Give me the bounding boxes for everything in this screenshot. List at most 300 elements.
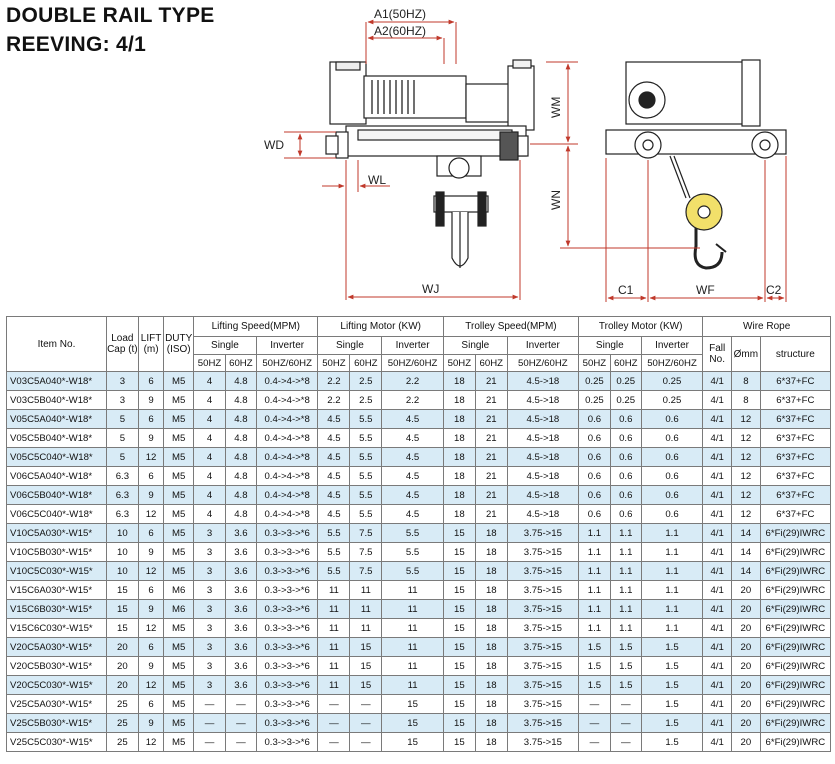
cell-lift-motor-60hz: 15 [350,638,382,657]
cell-trolley-motor-60hz: 1.5 [610,638,641,657]
cell-lift-speed-50hz: — [194,733,226,752]
cell-trolley-motor-60hz: 1.5 [610,676,641,695]
cell-fall-no: 4/1 [703,695,732,714]
header-item-no: Item No. [7,317,107,372]
cell-duty: M5 [164,733,194,752]
cell-duty: M5 [164,429,194,448]
cell-lift-motor-50hz: 2.2 [318,372,350,391]
cell-lift-speed-60hz: 3.6 [225,581,256,600]
cell-lift: 9 [138,429,164,448]
cell-lift-motor-inverter: 15 [382,695,444,714]
cell-duty: M5 [164,486,194,505]
cell-trolley-motor-50hz: — [578,733,610,752]
cell-lift-motor-60hz: 15 [350,676,382,695]
cell-trolley-speed-50hz: 15 [443,676,475,695]
header-50hz: 50HZ [318,355,350,372]
cell-rope-diameter: 14 [732,562,761,581]
header-diameter: Ømm [732,337,761,372]
cell-trolley-speed-60hz: 18 [475,600,507,619]
cell-trolley-speed-60hz: 21 [475,429,507,448]
header-single: Single [578,337,641,355]
cell-trolley-motor-60hz: 0.6 [610,467,641,486]
header-lifting-speed: Lifting Speed(MPM) [194,317,318,337]
cell-lift-motor-inverter: 11 [382,657,444,676]
cell-lift-motor-50hz: 11 [318,619,350,638]
header-lift: LIFT (m) [138,317,164,372]
header-structure: structure [760,337,830,372]
cell-lift-speed-50hz: 3 [194,657,226,676]
cell-rope-diameter: 8 [732,391,761,410]
cell-lift-speed-50hz: 3 [194,524,226,543]
cell-lift-speed-50hz: 4 [194,467,226,486]
cell-lift-speed-inverter: 0.4->4->*8 [256,486,318,505]
cell-lift: 6 [138,524,164,543]
cell-trolley-motor-60hz: — [610,714,641,733]
cell-lift-motor-60hz: 2.5 [350,391,382,410]
cell-duty: M5 [164,657,194,676]
header-50hz-60hz: 50HZ/60HZ [507,355,578,372]
cell-trolley-speed-inverter: 3.75->15 [507,524,578,543]
cell-load-cap: 25 [106,733,138,752]
cell-lift: 6 [138,695,164,714]
cell-lift-speed-inverter: 0.4->4->*8 [256,448,318,467]
cell-rope-diameter: 20 [732,657,761,676]
cell-lift-speed-inverter: 0.4->4->*8 [256,505,318,524]
cell-trolley-speed-60hz: 18 [475,581,507,600]
cell-lift-motor-50hz: — [318,714,350,733]
cell-lift: 9 [138,486,164,505]
cell-lift-motor-50hz: 5.5 [318,562,350,581]
cell-trolley-speed-50hz: 18 [443,467,475,486]
cell-lift-motor-inverter: 11 [382,619,444,638]
cell-lift-speed-60hz: — [225,695,256,714]
cell-lift-motor-50hz: 4.5 [318,410,350,429]
cell-duty: M5 [164,543,194,562]
cell-lift: 6 [138,467,164,486]
cell-lift: 6 [138,581,164,600]
header-inverter: Inverter [641,337,703,355]
cell-lift-speed-50hz: 3 [194,562,226,581]
cell-lift-motor-60hz: 7.5 [350,524,382,543]
cell-duty: M5 [164,505,194,524]
header-50hz: 50HZ [578,355,610,372]
cell-load-cap: 25 [106,714,138,733]
cell-rope-structure: 6*37+FC [760,505,830,524]
cell-lift-speed-50hz: — [194,695,226,714]
cell-duty: M5 [164,638,194,657]
cell-lift: 9 [138,391,164,410]
cell-trolley-speed-50hz: 18 [443,391,475,410]
cell-lift-motor-60hz: 5.5 [350,505,382,524]
cell-lift-speed-50hz: 3 [194,638,226,657]
table-row [7,714,831,733]
cell-trolley-speed-50hz: 15 [443,695,475,714]
cell-lift: 12 [138,676,164,695]
cell-lift-speed-inverter: 0.3->3->*6 [256,638,318,657]
header-60hz: 60HZ [475,355,507,372]
cell-lift-speed-inverter: 0.4->4->*8 [256,467,318,486]
table-row [7,486,831,505]
table-row [7,391,831,410]
cell-lift-motor-50hz: — [318,733,350,752]
cell-lift-speed-50hz: 4 [194,448,226,467]
cell-rope-diameter: 20 [732,714,761,733]
cell-load-cap: 10 [106,543,138,562]
cell-trolley-speed-inverter: 3.75->15 [507,619,578,638]
cell-lift-speed-60hz: — [225,733,256,752]
cell-duty: M5 [164,391,194,410]
cell-rope-diameter: 20 [732,581,761,600]
cell-duty: M5 [164,372,194,391]
cell-trolley-motor-inverter: 1.1 [641,581,703,600]
cell-lift-motor-60hz: — [350,714,382,733]
cell-trolley-motor-inverter: 0.25 [641,391,703,410]
cell-trolley-motor-50hz: 1.1 [578,581,610,600]
cell-rope-diameter: 12 [732,486,761,505]
cell-trolley-speed-60hz: 21 [475,505,507,524]
cell-trolley-motor-60hz: 0.25 [610,391,641,410]
cell-lift: 9 [138,714,164,733]
cell-item-no: V06C5A040*-W18* [7,467,107,486]
table-row [7,638,831,657]
cell-lift-speed-60hz: 3.6 [225,638,256,657]
cell-fall-no: 4/1 [703,733,732,752]
cell-duty: M5 [164,695,194,714]
cell-fall-no: 4/1 [703,448,732,467]
spec-table-body [7,372,831,752]
cell-lift-speed-inverter: 0.3->3->*6 [256,619,318,638]
cell-lift: 12 [138,733,164,752]
cell-load-cap: 15 [106,600,138,619]
header-single: Single [194,337,257,355]
cell-lift-speed-50hz: 3 [194,619,226,638]
cell-rope-diameter: 20 [732,676,761,695]
cell-trolley-speed-inverter: 4.5->18 [507,429,578,448]
cell-lift: 12 [138,562,164,581]
header-60hz: 60HZ [225,355,256,372]
cell-trolley-motor-inverter: 1.5 [641,714,703,733]
hoist-dimension-drawing [0,0,835,312]
cell-lift-speed-50hz: 3 [194,543,226,562]
cell-fall-no: 4/1 [703,600,732,619]
cell-rope-diameter: 20 [732,619,761,638]
cell-lift-speed-inverter: 0.3->3->*6 [256,714,318,733]
cell-trolley-motor-inverter: 1.5 [641,657,703,676]
cell-item-no: V06C5C040*-W18* [7,505,107,524]
dim-label-wl: WL [368,173,386,187]
cell-lift-speed-inverter: 0.3->3->*6 [256,600,318,619]
cell-trolley-speed-60hz: 21 [475,448,507,467]
cell-lift-motor-50hz: 5.5 [318,543,350,562]
cell-lift-motor-60hz: — [350,733,382,752]
cell-item-no: V15C6C030*-W15* [7,619,107,638]
cell-rope-structure: 6*Fi(29)IWRC [760,581,830,600]
cell-lift-motor-60hz: 2.5 [350,372,382,391]
cell-trolley-motor-60hz: 1.1 [610,581,641,600]
cell-trolley-motor-inverter: 0.6 [641,467,703,486]
header-trolley-speed: Trolley Speed(MPM) [443,317,578,337]
cell-trolley-speed-60hz: 18 [475,619,507,638]
cell-lift-motor-50hz: 4.5 [318,486,350,505]
cell-lift-motor-50hz: 4.5 [318,448,350,467]
cell-rope-structure: 6*Fi(29)IWRC [760,638,830,657]
cell-duty: M5 [164,448,194,467]
cell-lift: 9 [138,543,164,562]
cell-lift-motor-inverter: 15 [382,733,444,752]
cell-lift-speed-60hz: 4.8 [225,391,256,410]
cell-rope-structure: 6*Fi(29)IWRC [760,733,830,752]
cell-lift-speed-60hz: — [225,714,256,733]
cell-fall-no: 4/1 [703,410,732,429]
cell-rope-structure: 6*Fi(29)IWRC [760,695,830,714]
cell-rope-diameter: 20 [732,600,761,619]
cell-fall-no: 4/1 [703,505,732,524]
cell-trolley-speed-50hz: 18 [443,448,475,467]
cell-duty: M5 [164,410,194,429]
cell-trolley-motor-60hz: 0.6 [610,505,641,524]
cell-trolley-motor-60hz: 1.1 [610,600,641,619]
cell-lift-motor-50hz: — [318,695,350,714]
cell-duty: M5 [164,562,194,581]
cell-rope-structure: 6*37+FC [760,372,830,391]
cell-trolley-motor-50hz: 1.1 [578,543,610,562]
cell-rope-diameter: 12 [732,410,761,429]
cell-lift-speed-60hz: 3.6 [225,524,256,543]
cell-rope-diameter: 20 [732,695,761,714]
cell-lift-motor-60hz: 5.5 [350,429,382,448]
cell-fall-no: 4/1 [703,638,732,657]
header-50hz-60hz: 50HZ/60HZ [256,355,318,372]
cell-trolley-speed-inverter: 3.75->15 [507,543,578,562]
cell-load-cap: 6.3 [106,505,138,524]
cell-duty: M5 [164,676,194,695]
cell-trolley-motor-inverter: 0.6 [641,429,703,448]
cell-lift-speed-60hz: 3.6 [225,543,256,562]
dim-label-wj: WJ [422,282,440,296]
cell-trolley-speed-inverter: 4.5->18 [507,505,578,524]
header-wire-rope: Wire Rope [703,317,831,337]
cell-load-cap: 5 [106,410,138,429]
cell-lift-speed-inverter: 0.3->3->*6 [256,733,318,752]
cell-load-cap: 20 [106,638,138,657]
cell-lift-speed-60hz: 4.8 [225,372,256,391]
header-trolley-motor: Trolley Motor (KW) [578,317,702,337]
dim-label-wd: WD [264,138,284,152]
cell-trolley-speed-50hz: 15 [443,733,475,752]
cell-load-cap: 25 [106,695,138,714]
cell-trolley-motor-inverter: 1.5 [641,676,703,695]
cell-rope-structure: 6*37+FC [760,486,830,505]
cell-trolley-motor-inverter: 0.25 [641,372,703,391]
cell-trolley-motor-50hz: 1.5 [578,657,610,676]
cell-rope-structure: 6*Fi(29)IWRC [760,714,830,733]
cell-trolley-motor-60hz: 0.6 [610,486,641,505]
cell-item-no: V10C5C030*-W15* [7,562,107,581]
cell-load-cap: 3 [106,372,138,391]
cell-lift-motor-50hz: 2.2 [318,391,350,410]
cell-lift-motor-inverter: 4.5 [382,429,444,448]
cell-trolley-speed-60hz: 18 [475,524,507,543]
header-single: Single [318,337,382,355]
cell-trolley-speed-60hz: 18 [475,733,507,752]
cell-lift: 12 [138,505,164,524]
table-row [7,695,831,714]
cell-fall-no: 4/1 [703,657,732,676]
cell-fall-no: 4/1 [703,372,732,391]
cell-trolley-motor-50hz: 1.1 [578,562,610,581]
cell-lift-motor-60hz: 11 [350,581,382,600]
side-view [326,60,534,268]
cell-lift-motor-50hz: 11 [318,657,350,676]
cell-lift-speed-50hz: 4 [194,410,226,429]
header-60hz: 60HZ [350,355,382,372]
cell-lift-speed-60hz: 3.6 [225,657,256,676]
cell-trolley-speed-inverter: 3.75->15 [507,714,578,733]
table-row [7,372,831,391]
cell-rope-diameter: 14 [732,543,761,562]
cell-lift-motor-60hz: 15 [350,657,382,676]
cell-trolley-motor-50hz: 0.6 [578,486,610,505]
cell-trolley-speed-inverter: 3.75->15 [507,562,578,581]
cell-lift-motor-60hz: 7.5 [350,562,382,581]
cell-trolley-motor-50hz: 1.5 [578,676,610,695]
cell-trolley-speed-50hz: 15 [443,562,475,581]
cell-load-cap: 3 [106,391,138,410]
cell-trolley-motor-50hz: 0.6 [578,429,610,448]
cell-trolley-speed-inverter: 3.75->15 [507,638,578,657]
header-50hz-60hz: 50HZ/60HZ [641,355,703,372]
dim-label-wf: WF [696,283,715,297]
cell-duty: M5 [164,714,194,733]
cell-lift: 6 [138,372,164,391]
header-lifting-motor: Lifting Motor (KW) [318,317,443,337]
cell-lift-speed-inverter: 0.4->4->*8 [256,410,318,429]
cell-fall-no: 4/1 [703,486,732,505]
cell-trolley-motor-inverter: 1.1 [641,562,703,581]
cell-load-cap: 5 [106,429,138,448]
cell-duty: M6 [164,600,194,619]
cell-lift-speed-50hz: 4 [194,505,226,524]
cell-lift-motor-inverter: 2.2 [382,391,444,410]
cell-lift-motor-inverter: 11 [382,600,444,619]
cell-trolley-speed-inverter: 3.75->15 [507,600,578,619]
cell-trolley-motor-inverter: 0.6 [641,486,703,505]
cell-fall-no: 4/1 [703,581,732,600]
cell-lift-speed-60hz: 4.8 [225,448,256,467]
table-row [7,448,831,467]
dim-label-wm: WM [549,96,563,118]
cell-trolley-speed-inverter: 3.75->15 [507,581,578,600]
cell-trolley-motor-60hz: 1.1 [610,543,641,562]
cell-trolley-motor-60hz: — [610,733,641,752]
cell-trolley-motor-50hz: 0.6 [578,505,610,524]
cell-rope-structure: 6*Fi(29)IWRC [760,676,830,695]
cell-lift-speed-50hz: 3 [194,600,226,619]
table-row [7,657,831,676]
cell-trolley-speed-50hz: 15 [443,600,475,619]
cell-lift-motor-50hz: 11 [318,676,350,695]
cell-rope-structure: 6*Fi(29)IWRC [760,524,830,543]
cell-rope-structure: 6*Fi(29)IWRC [760,657,830,676]
dim-label-a2: A2(60HZ) [374,24,427,38]
cell-lift-speed-inverter: 0.4->4->*8 [256,372,318,391]
cell-trolley-motor-inverter: 1.1 [641,619,703,638]
table-row [7,619,831,638]
cell-trolley-motor-50hz: — [578,695,610,714]
header-60hz: 60HZ [610,355,641,372]
cell-lift-speed-60hz: 3.6 [225,600,256,619]
cell-fall-no: 4/1 [703,714,732,733]
cell-fall-no: 4/1 [703,391,732,410]
cell-lift-motor-60hz: 5.5 [350,486,382,505]
header-fall-no: Fall No. [703,337,732,372]
cell-item-no: V20C5A030*-W15* [7,638,107,657]
cell-rope-structure: 6*37+FC [760,410,830,429]
cell-trolley-motor-50hz: 0.6 [578,410,610,429]
cell-lift-speed-inverter: 0.3->3->*6 [256,524,318,543]
cell-trolley-speed-60hz: 21 [475,467,507,486]
cell-lift-speed-50hz: 3 [194,676,226,695]
page-subtitle: REEVING: 4/1 [6,33,147,56]
cell-lift-speed-inverter: 0.3->3->*6 [256,657,318,676]
cell-trolley-speed-60hz: 18 [475,562,507,581]
dim-label-c1: C1 [618,283,634,297]
cell-lift: 9 [138,600,164,619]
table-row [7,467,831,486]
cell-duty: M5 [164,467,194,486]
cell-rope-diameter: 20 [732,638,761,657]
cell-item-no: V20C5B030*-W15* [7,657,107,676]
cell-rope-diameter: 12 [732,448,761,467]
table-row [7,600,831,619]
cell-lift-motor-50hz: 5.5 [318,524,350,543]
cell-lift-speed-60hz: 4.8 [225,486,256,505]
header-50hz: 50HZ [443,355,475,372]
cell-fall-no: 4/1 [703,467,732,486]
cell-lift: 6 [138,638,164,657]
cell-lift-motor-60hz: 5.5 [350,467,382,486]
cell-trolley-speed-60hz: 18 [475,638,507,657]
cell-lift-speed-60hz: 4.8 [225,410,256,429]
cell-lift-motor-50hz: 11 [318,638,350,657]
cell-lift-motor-60hz: 5.5 [350,410,382,429]
cell-lift-motor-60hz: 7.5 [350,543,382,562]
cell-trolley-motor-inverter: 1.5 [641,695,703,714]
cell-load-cap: 15 [106,581,138,600]
cell-item-no: V15C6A030*-W15* [7,581,107,600]
cell-trolley-speed-50hz: 15 [443,657,475,676]
cell-trolley-speed-50hz: 18 [443,372,475,391]
cell-lift-speed-inverter: 0.3->3->*6 [256,695,318,714]
dim-label-c2: C2 [766,283,782,297]
cell-trolley-motor-50hz: 0.6 [578,467,610,486]
cell-trolley-speed-60hz: 21 [475,486,507,505]
cell-trolley-motor-60hz: 0.25 [610,372,641,391]
spec-table [6,316,831,752]
cell-trolley-motor-inverter: 1.5 [641,638,703,657]
cell-lift-speed-50hz: 4 [194,391,226,410]
cell-rope-diameter: 12 [732,505,761,524]
cell-lift-motor-inverter: 11 [382,638,444,657]
cell-lift-speed-inverter: 0.4->4->*8 [256,391,318,410]
cell-trolley-motor-60hz: 0.6 [610,429,641,448]
cell-lift-motor-60hz: — [350,695,382,714]
header-load-cap: Load Cap (t) [106,317,138,372]
cell-trolley-motor-60hz: 0.6 [610,410,641,429]
cell-item-no: V10C5A030*-W15* [7,524,107,543]
cell-trolley-speed-inverter: 4.5->18 [507,410,578,429]
table-row [7,429,831,448]
